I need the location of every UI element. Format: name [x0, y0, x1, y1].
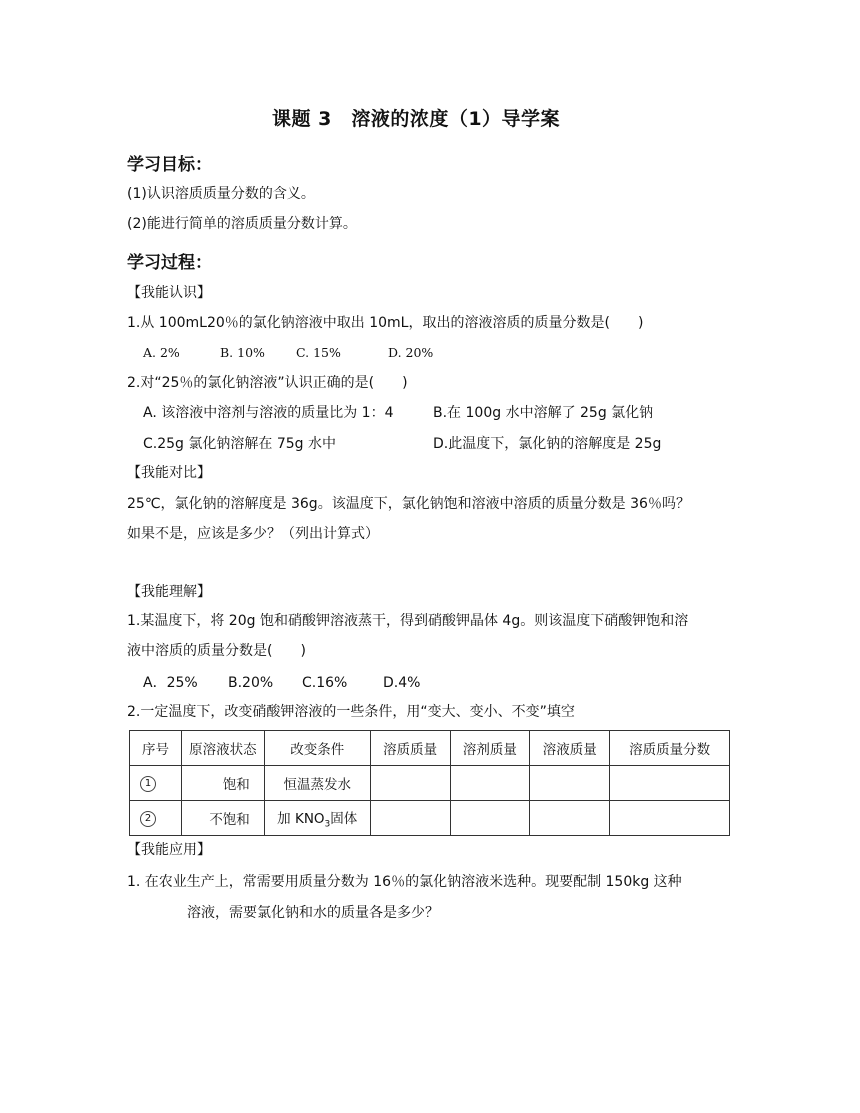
process-heading: 学习过程： [127, 253, 212, 273]
know-q2-option-c: C.25g 氯化钠溶解在 75g 水中 [143, 436, 336, 452]
goals-heading: 学习目标： [127, 155, 212, 175]
change-text: 固体 [330, 810, 358, 827]
know-q2-option-a: A. 该溶液中溶剂与溶液的质量比为 1：4 [143, 405, 394, 421]
understand-q1-option-c: C.16% [302, 675, 348, 691]
know-q1-option-c: C. 15% [296, 345, 341, 360]
change-cell: 恒温蒸发水 [264, 766, 370, 801]
answer-cell[interactable] [370, 766, 450, 801]
change-cell [264, 801, 370, 836]
know-question-2: 2.对“25％的氯化钠溶液”认识正确的是( ) [127, 375, 408, 391]
answer-cell[interactable] [450, 801, 530, 836]
answer-cell[interactable] [530, 766, 610, 801]
apply-q1-line-1: 1. 在农业生产上，常需要用质量分数为 16％的氯化钠溶液米选种。现要配制 150kg 这种 [127, 874, 682, 890]
understand-heading: 【我能理解】 [127, 584, 211, 600]
page-title: 课题 3 溶液的浓度（1）导学案 [272, 108, 561, 130]
answer-cell[interactable] [530, 801, 610, 836]
know-q1-option-a: A. 2% [143, 345, 180, 360]
table-row [130, 801, 730, 836]
know-question-1: 1.从 100mL20％的氯化钠溶液中取出 10mL，取出的溶液溶质的质量分数是( ) [127, 315, 644, 331]
change-text: 加 KNO [277, 810, 325, 827]
understand-q1-option-b: B.20% [228, 675, 274, 691]
header-cell: 原溶液状态 [181, 731, 264, 766]
table-row [130, 766, 730, 801]
table-header-row [130, 731, 730, 766]
answer-cell[interactable] [450, 766, 530, 801]
compare-line-1: 25℃，氯化钠的溶解度是 36g。该温度下，氯化钠饱和溶液中溶质的质量分数是 36％吗？ [127, 496, 690, 512]
goal-item-1: (1)认识溶质质量分数的含义。 [127, 186, 315, 202]
circled-number: 1 [140, 776, 156, 792]
header-cell: 溶质质量 [370, 731, 450, 766]
goal-item-2: (2)能进行简单的溶质质量分数计算。 [127, 216, 357, 232]
apply-q1-line-2: 溶液，需要氯化钠和水的质量各是多少？ [187, 905, 439, 921]
know-heading: 【我能认识】 [127, 285, 211, 301]
state-cell: 不饱和 [181, 801, 264, 836]
header-cell: 序号 [130, 731, 182, 766]
state-cell: 饱和 [181, 766, 264, 801]
understand-q1-option-d: D.4% [383, 675, 421, 691]
apply-heading: 【我能应用】 [127, 842, 211, 858]
know-q1-option-d: D. 20% [388, 345, 434, 360]
answer-cell[interactable] [610, 766, 730, 801]
understand-q1-line-1: 1.某温度下，将 20g 饱和硝酸钾溶液蒸干，得到硝酸钾晶体 4g。则该温度下硝酸钾饱和溶 [127, 613, 689, 629]
header-cell: 改变条件 [264, 731, 370, 766]
row-number-cell [130, 766, 182, 801]
compare-heading: 【我能对比】 [127, 465, 211, 481]
know-q1-option-b: B. 10% [220, 345, 265, 360]
understand-q1-option-a: A．25% [143, 675, 198, 691]
answer-cell[interactable] [610, 801, 730, 836]
answer-cell[interactable] [370, 801, 450, 836]
compare-line-2: 如果不是，应该是多少？（列出计算式） [127, 526, 379, 542]
row-number-cell [130, 801, 182, 836]
circled-number: 2 [140, 811, 156, 827]
header-cell: 溶液质量 [530, 731, 610, 766]
know-q2-option-b: B.在 100g 水中溶解了 25g 氯化钠 [433, 405, 654, 421]
understand-q1-line-2: 液中溶质的质量分数是( ) [127, 643, 306, 659]
understand-question-2: 2.一定温度下，改变硝酸钾溶液的一些条件，用“变大、变小、不变”填空 [127, 704, 575, 720]
condition-table [129, 730, 730, 836]
header-cell: 溶质质量分数 [610, 731, 730, 766]
subscript: 3 [324, 819, 331, 830]
know-q2-option-d: D.此温度下，氯化钠的溶解度是 25g [433, 436, 662, 452]
header-cell: 溶剂质量 [450, 731, 530, 766]
